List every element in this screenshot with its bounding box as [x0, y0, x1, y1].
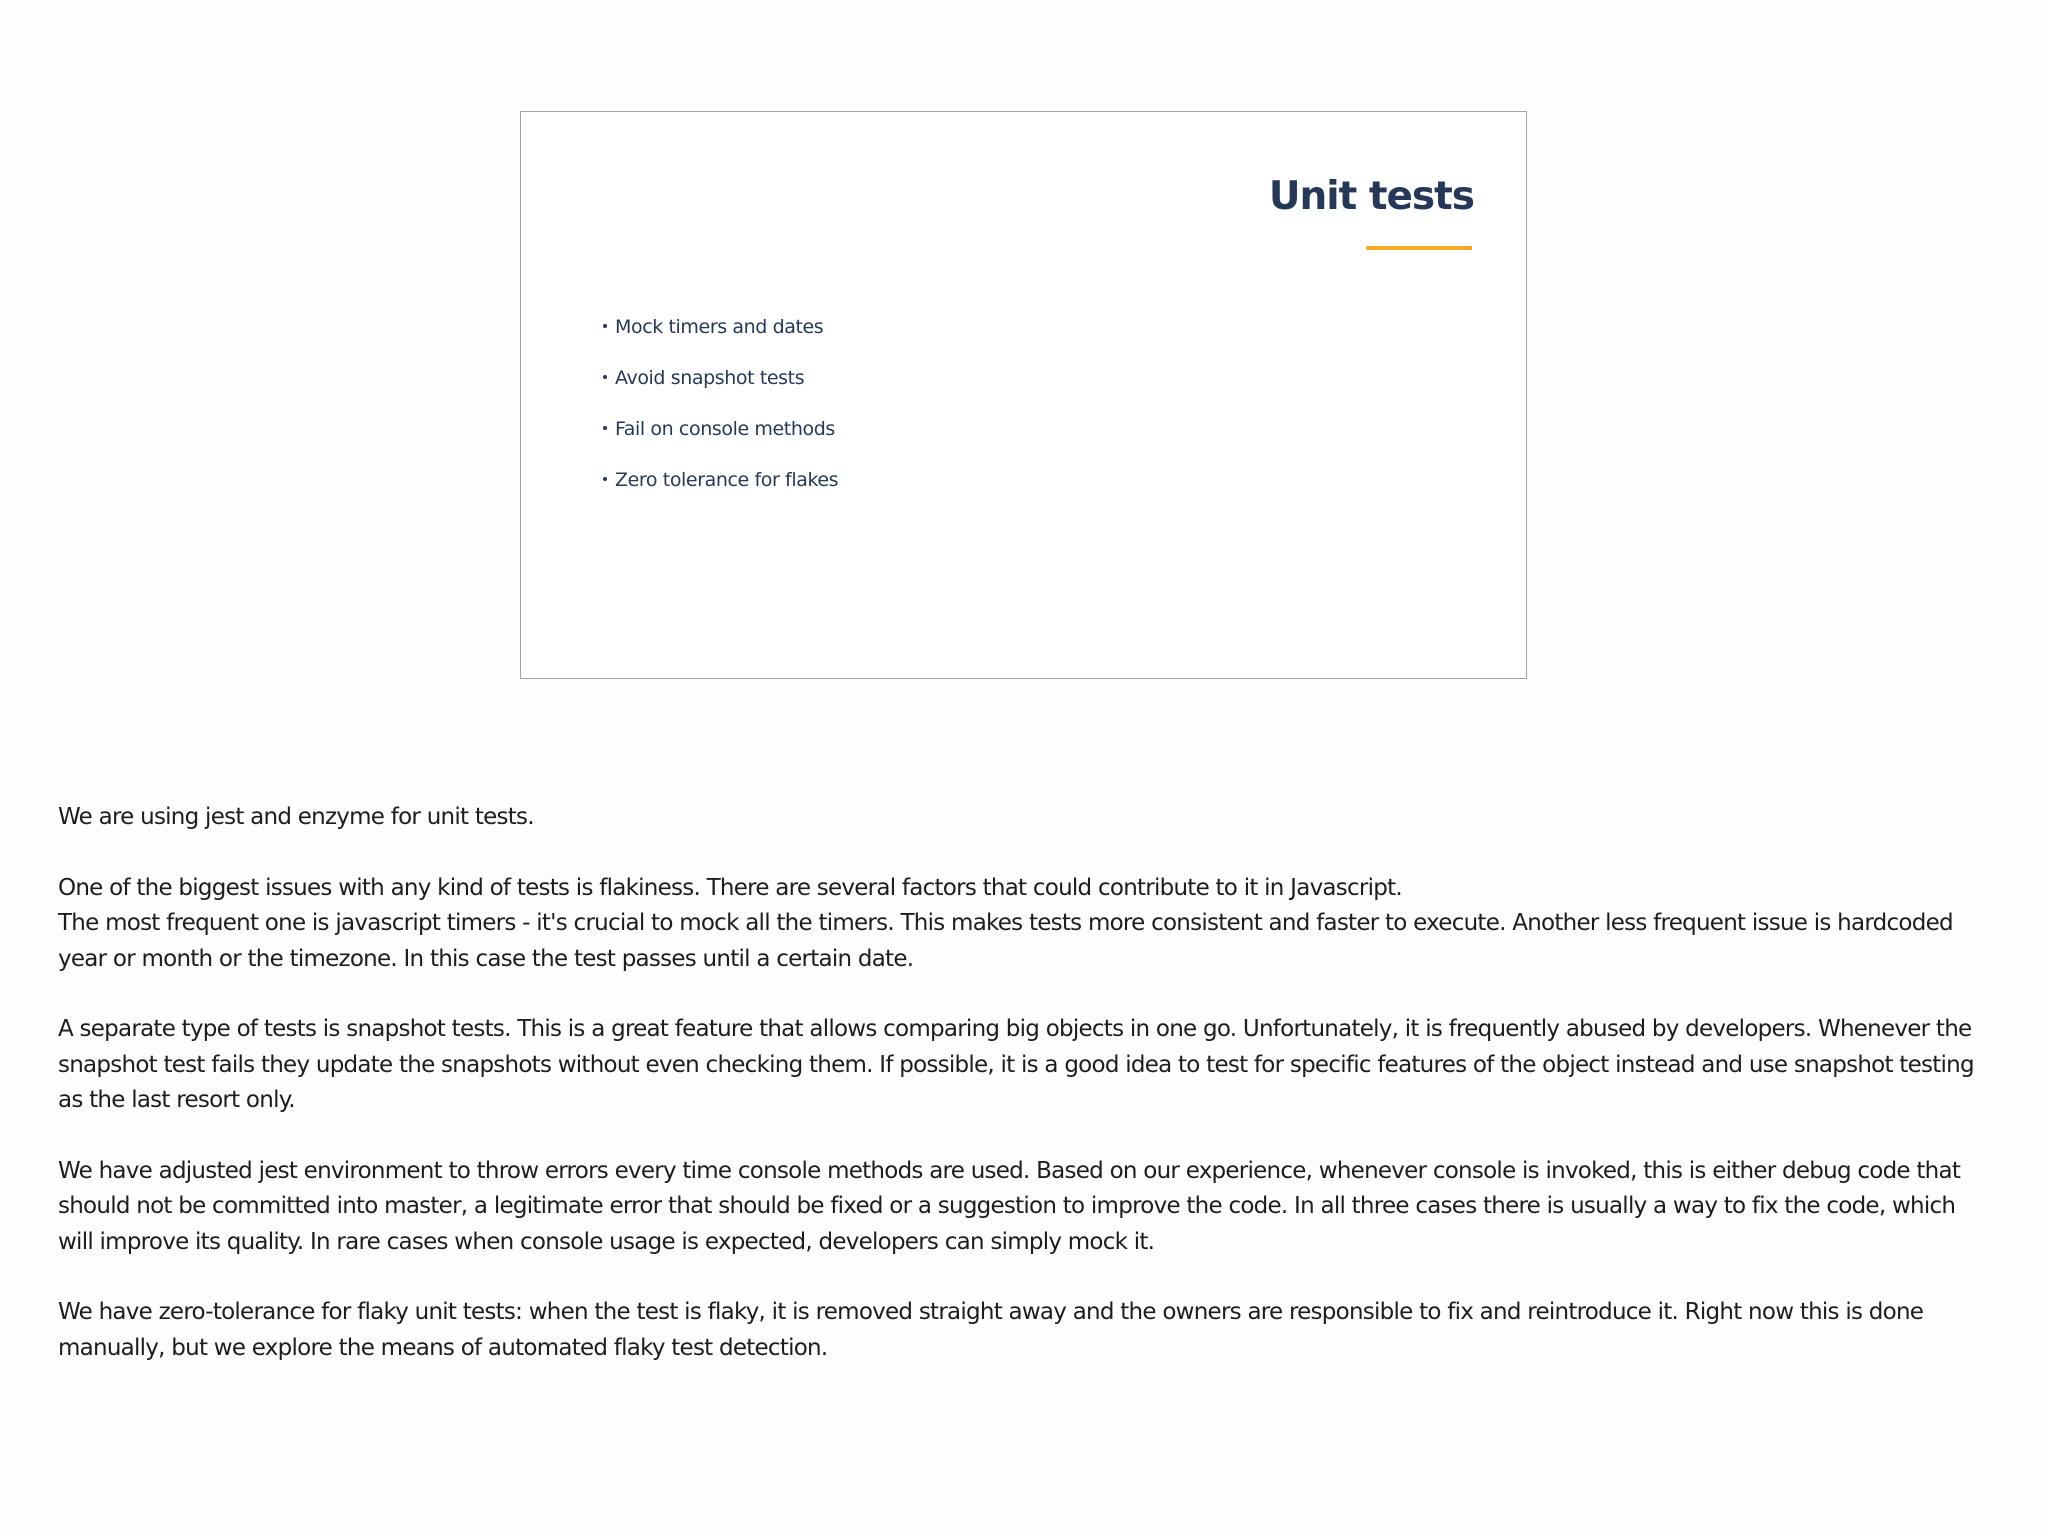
slide-bullet-text: Mock timers and dates	[615, 316, 824, 338]
bullet-dot-icon	[603, 477, 607, 481]
notes-paragraph: We have adjusted jest environment to throw errors every time console methods are used. Based on our experience, whenever console is invoked, this is either debug code that should not be committed into master, a legitimate error that should be fixed or a suggestion to improve the code. In all three cases there is usually a way to fix the code, which will improve its quality. In rare cases when console usage is expected, developers can simply mock it.	[58, 1157, 1961, 1255]
notes-paragraph: A separate type of tests is snapshot tests. This is a great feature that allows comparing big objects in one go. Unfortunately, it is frequently abused by developers. Whenever the snapshot test fails they update the snapshots without even checking them. If possible, it is a good idea to test for specific features of the object instead and use snapshot testing as the last resort only.	[58, 1016, 1974, 1113]
slide-bullet-text: Avoid snapshot tests	[615, 367, 805, 389]
notes-paragraph: We are using jest and enzyme for unit tests.	[58, 804, 534, 830]
slide-title: Unit tests	[1268, 174, 1474, 219]
notes-line: One of the biggest issues with any kind of tests is flakiness. There are several factors that could contribute to it in Javascript.	[58, 874, 1402, 901]
notes-line: The most frequent one is javascript timers - it's crucial to mock all the timers. This makes tests more consistent and faster to execute. Another less frequent issue is hardcoded year or month or the timezone. In this case the test passes until a certain date.	[58, 910, 1953, 972]
slide-bullet	[603, 302, 838, 353]
bullet-dot-icon	[603, 426, 607, 430]
title-underline	[1366, 246, 1472, 250]
slide-thumbnail	[520, 111, 1527, 679]
slide-bullet-list	[603, 302, 838, 506]
speaker-notes	[58, 800, 1988, 1401]
slide-bullet-text: Fail on console methods	[615, 418, 835, 440]
notes-paragraph	[58, 871, 1988, 978]
slide-bullet	[603, 455, 838, 506]
notes-paragraph: We have zero-tolerance for flaky unit tests: when the test is flaky, it is removed straight away and the owners are responsible to fix and reintroduce it. Right now this is done manually, but we explore the means of automated flaky test detection.	[58, 1299, 1924, 1361]
slide-bullet-text: Zero tolerance for flakes	[615, 469, 839, 491]
slide-bullet	[603, 404, 838, 455]
slide-bullet	[603, 353, 838, 404]
bullet-dot-icon	[603, 375, 607, 379]
bullet-dot-icon	[603, 324, 607, 328]
